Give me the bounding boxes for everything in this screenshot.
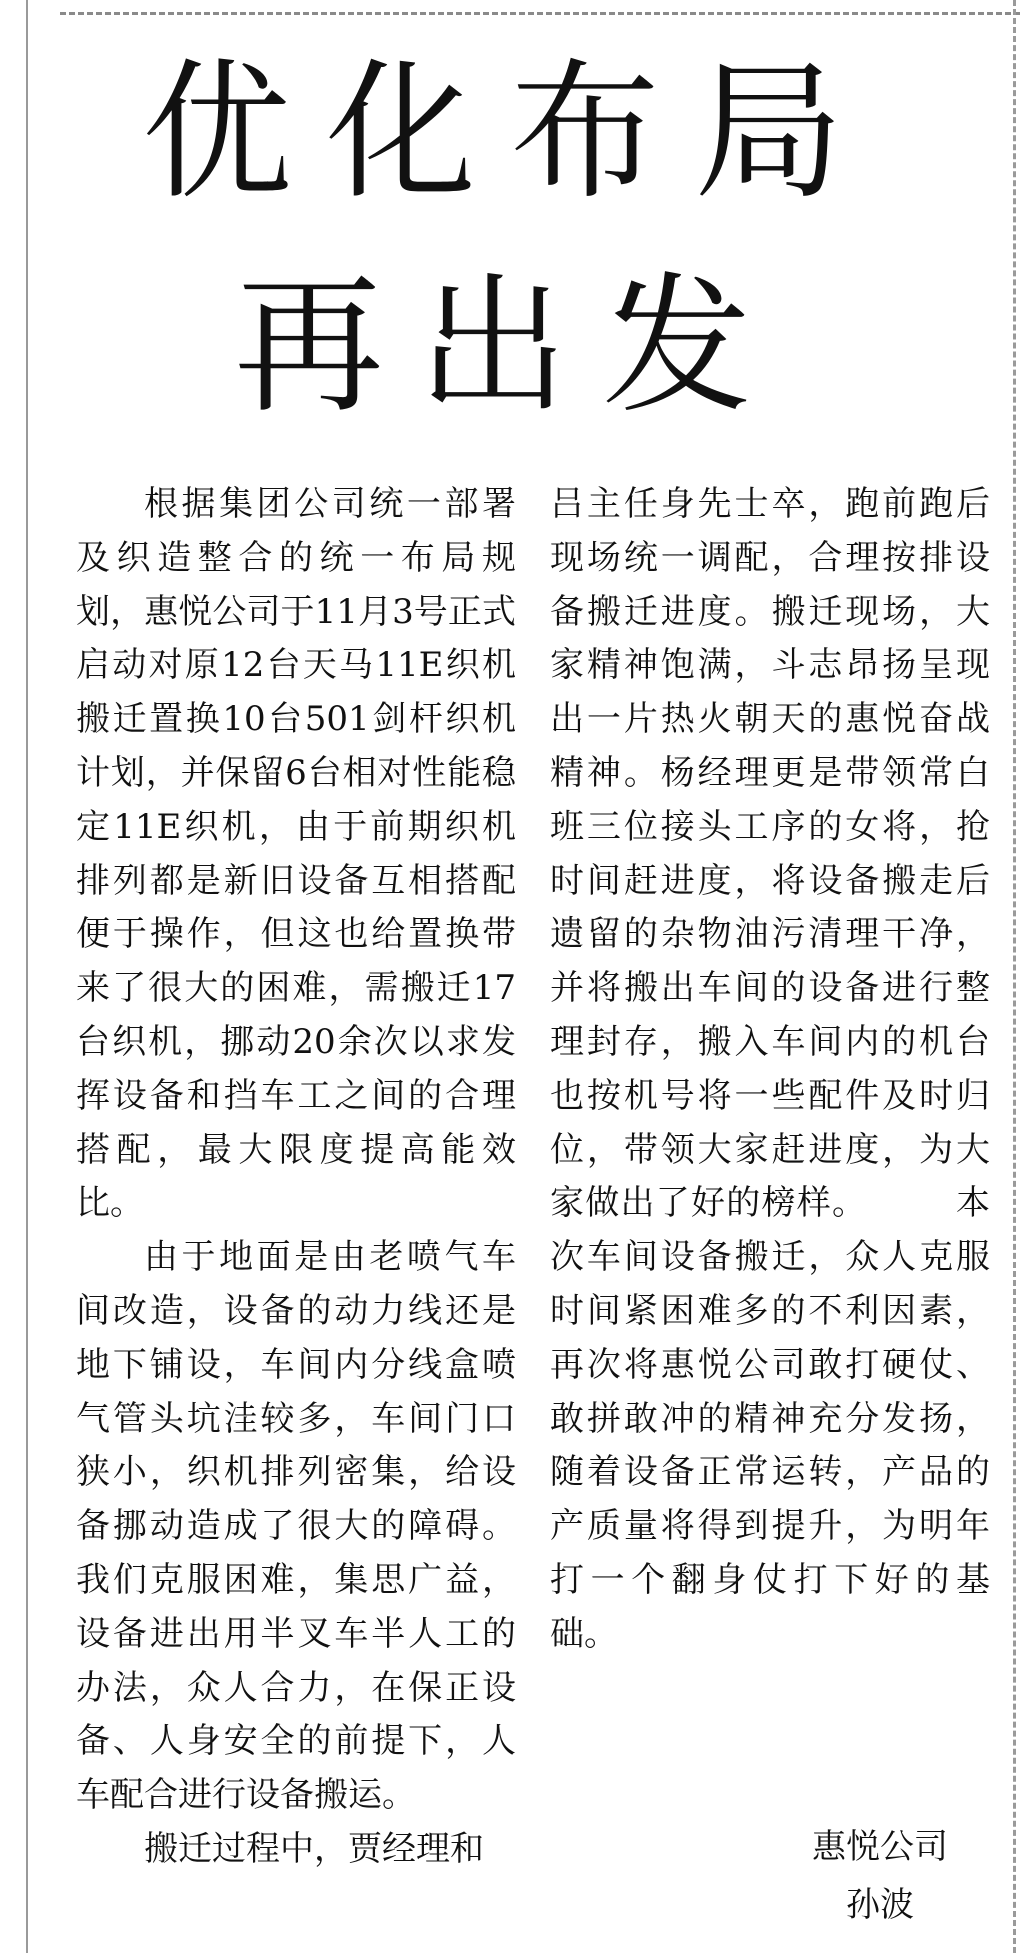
signature-company: 惠悦公司	[812, 1827, 948, 1867]
dashed-top-border	[60, 12, 1020, 15]
paragraph-3-start: 搬迁过程中，贾经理和	[144, 1828, 484, 1869]
paragraph-3-continued: 吕主任身先士卒，跑前跑后现场统一调配，合理按排设备搬迁进度。搬迁现场，大家精神饱满，斗志昂扬呈现出一片热火朝天的惠悦奋战精神。杨经理更是带领常白班三位接头工序的女将，抢时间赶进度，将设备搬走后遗留的杂物油污清理干净，并将搬出车间的设备进行整理封存，搬入车间内的机台也按机号将一些配件及时归位，带领大家赶进度，为大家做出了好的榜样。 本次车间设备搬迁，众人克服时间紧困难多的不利因素，再次将惠悦公司敢打硬仗、敢拼敢冲的精神充分发扬，随着设备正常运转，产品的产质量将得到提升，为明年打一个翻身仗打下好的基础。	[550, 484, 990, 1654]
headline-line-1: 优化布局	[141, 46, 878, 220]
article-left-column	[76, 478, 516, 1877]
headline-line-2: 再出发	[233, 260, 786, 434]
signature-author: 孙波	[846, 1885, 914, 1925]
article-right-column	[550, 478, 990, 1662]
paragraph-2: 由于地面是由老喷气车间改造，设备的动力线还是地下铺设，车间内分线盒喷气管头坑洼较多，车间门口狭小，织机排列密集，给设备挪动造成了很大的障碍。我们克服困难，集思广益，设备进出用半叉车半人工的办法，众人合力，在保正设备、人身安全的前提下，人车配合进行设备搬运。	[76, 1237, 516, 1816]
left-column-rule	[26, 0, 28, 1953]
paragraph-1: 根据集团公司统一部署及织造整合的统一布局规划，惠悦公司于11月3号正式启动对原12台天马11E织机搬迁置换10台501剑杆织机计划，并保留6台相对性能稳定11E织机，由于前期织机排列都是新旧设备互相搭配便于操作，但这也给置换带来了很大的困难，需搬迁17台织机，挪动20余次以求发挥设备和挡车工之间的合理搭配，最大限度提高能效比。	[76, 484, 516, 1224]
dashed-right-border	[1013, 0, 1016, 1953]
